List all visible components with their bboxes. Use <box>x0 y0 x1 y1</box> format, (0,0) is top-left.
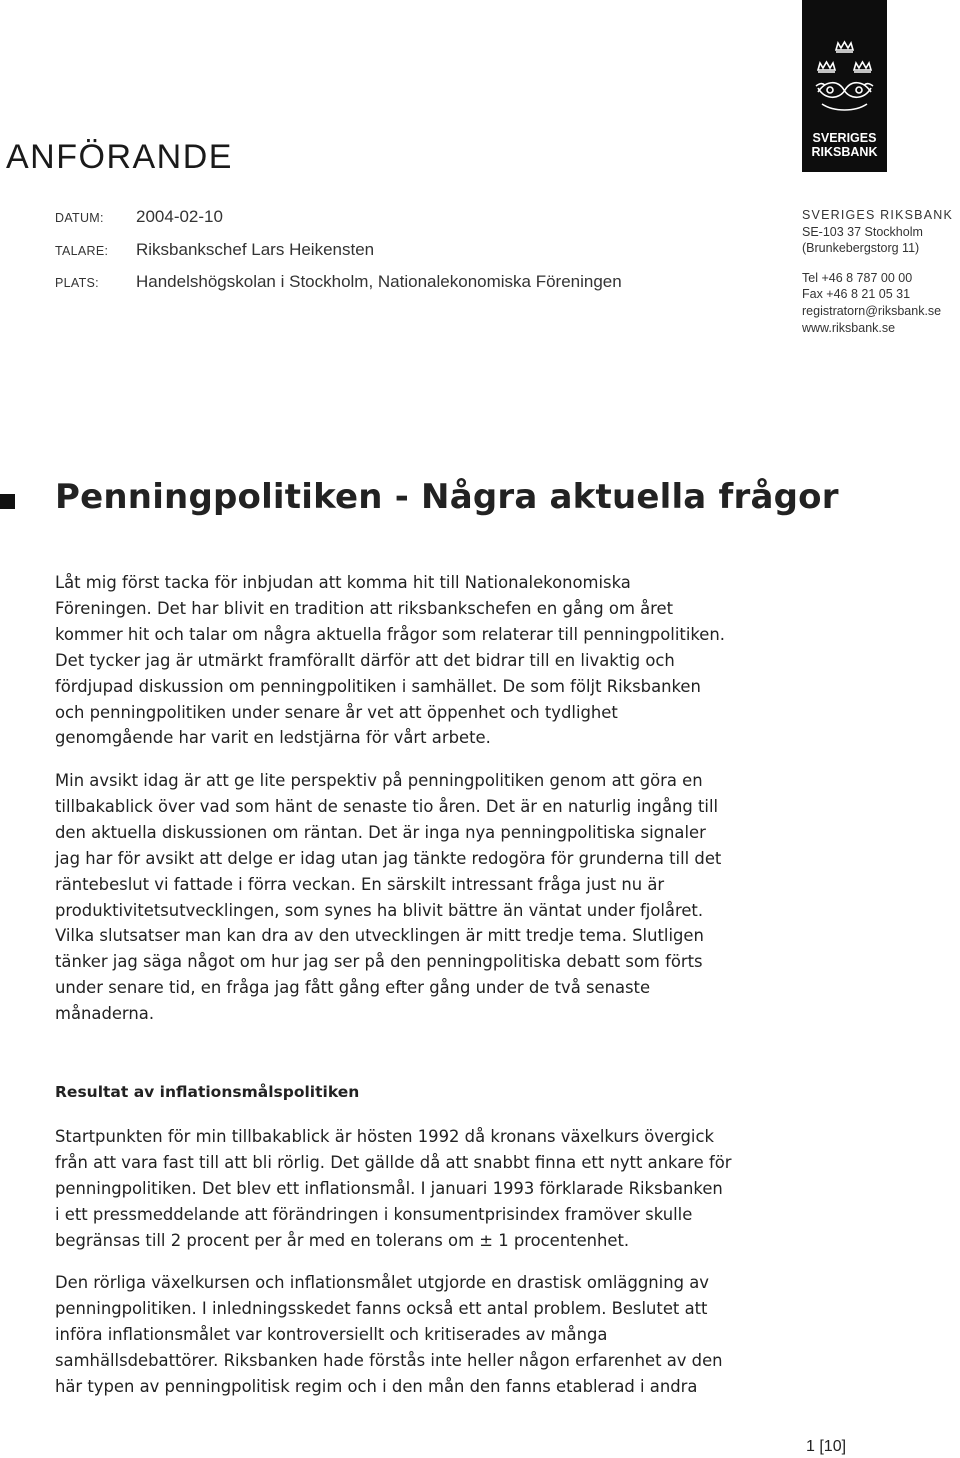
address-street: (Brunkebergstorg 11) <box>802 241 920 256</box>
paragraph-line: fördjupad diskussion om penningpolitiken i samhället. De som följt Riksbanken <box>55 676 701 696</box>
paragraph-line: samhällsdebattörer. Riksbanken hade förstås inte heller någon erfarenhet av den <box>55 1350 723 1370</box>
paragraph-line: jag har för avsikt att delge er idag utan jag tänkte redogöra för grunderna till det <box>55 848 722 868</box>
logo-text-line1: SVERIGES <box>812 131 877 145</box>
page-number: 1 [10] <box>806 1438 847 1455</box>
section-paragraph-2 <box>55 1270 775 1400</box>
paragraph-line: från att vara fast till att bli rörlig. Det gällde då att snabbt finna ett nytt ankare för <box>55 1152 732 1172</box>
address-email: registratorn@riksbank.se <box>802 303 942 318</box>
address-web: www.riksbank.se <box>802 320 896 335</box>
paragraph-line: Den rörliga växelkursen och inflationsmålet utgjorde en drastisk omläggning av <box>55 1273 709 1292</box>
paragraph-line: Startpunkten för min tillbakablick är hösten 1992 då kronans växelkurs övergick <box>55 1127 714 1146</box>
paragraph-line: kommer hit och talar om några aktuella frågor som relaterar till penningpolitiken. <box>55 624 725 644</box>
speech-title: Penningpolitiken - Några aktuella frågor <box>55 477 839 517</box>
paragraph-line: produktivitetsutvecklingen, som synes ha blivit bättre än väntat under fjolåret. <box>55 900 704 920</box>
paragraph-line: Låt mig först tacka för inbjudan att komma hit till Nationalekonomiska <box>55 573 631 592</box>
logo-text-line2: RIKSBANK <box>811 145 878 159</box>
paragraph-line: Det tycker jag är utmärkt framförallt därför att det bidrar till en livaktig och <box>55 650 675 670</box>
title-bullet-icon <box>0 494 15 509</box>
paragraph-line: här typen av penningpolitisk regim och i den mån den fanns etablerad i andra <box>55 1376 698 1396</box>
paragraph-line: tänker jag säga något om hur jag ser på den penningpolitiska debatt som förts <box>55 952 703 972</box>
address-tel: Tel +46 8 787 00 00 <box>802 270 913 285</box>
paragraph-line: genomgående har varit en ledstjärna för vårt arbete. <box>55 728 491 748</box>
riksbank-logo <box>802 0 887 172</box>
paragraph-line: månaderna. <box>55 1004 155 1024</box>
paragraph-line: Vilka slutsatser man kan dra av den utvecklingen är mitt tredje tema. Slutligen <box>55 926 704 946</box>
paragraph-line: den aktuella diskussionen om räntan. Det är inga nya penningpolitiska signaler <box>55 822 706 842</box>
paragraph-line: räntebeslut vi fattade i förra veckan. En särskilt intressant fråga just nu är <box>55 874 665 894</box>
paragraph-line: begränsas till 2 procent per år med en tolerans om ± 1 procentenhet. <box>55 1230 630 1250</box>
paragraph-line: penningpolitiken. I inledningsskedet fanns också ett antal problem. Beslutet att <box>55 1298 708 1318</box>
paragraph-2 <box>55 768 775 1027</box>
paragraph-line: och penningpolitiken under senare år vet att öppenhet och tydlighet <box>55 702 618 722</box>
meta-label-date: DATUM: <box>55 211 104 225</box>
section-heading: Resultat av inflationsmålspolitiken <box>55 1083 360 1101</box>
address-block <box>802 207 953 336</box>
address-postal: SE-103 37 Stockholm <box>802 224 923 239</box>
paragraph-1 <box>55 570 775 751</box>
address-fax: Fax +46 8 21 05 31 <box>802 287 911 302</box>
meta-label-speaker: TALARE: <box>55 244 109 258</box>
crown-emblem-icon <box>812 40 877 125</box>
paragraph-line: införa inflationsmålet var kontroversiellt och kritiserades av många <box>55 1324 608 1344</box>
section-paragraph-1 <box>55 1124 775 1254</box>
address-org: SVERIGES RIKSBANK <box>802 208 953 222</box>
meta-value-date: 2004-02-10 <box>136 207 223 226</box>
paragraph-line: Min avsikt idag är att ge lite perspektiv på penningpolitiken genom att göra en <box>55 771 703 790</box>
paragraph-line: i ett pressmeddelande att förändringen i konsumentprisindex framöver skulle <box>55 1204 693 1224</box>
paragraph-line: tillbakablick över vad som hänt de senaste tio åren. Det är en naturlig ingång till <box>55 796 719 816</box>
paragraph-line: Föreningen. Det har blivit en tradition att riksbankschefen en gång om året <box>55 598 674 618</box>
document-type-heading: ANFÖRANDE <box>6 138 233 176</box>
paragraph-line: under senare tid, en fråga jag fått gång efter gång under de två senaste <box>55 978 651 998</box>
meta-value-place: Handelshögskolan i Stockholm, Nationalekonomiska Föreningen <box>136 272 622 291</box>
meta-label-place: PLATS: <box>55 276 99 290</box>
meta-value-speaker: Riksbankschef Lars Heikensten <box>136 240 375 259</box>
paragraph-line: penningpolitiken. Det blev ett inflationsmål. I januari 1993 förklarade Riksbanken <box>55 1178 723 1198</box>
